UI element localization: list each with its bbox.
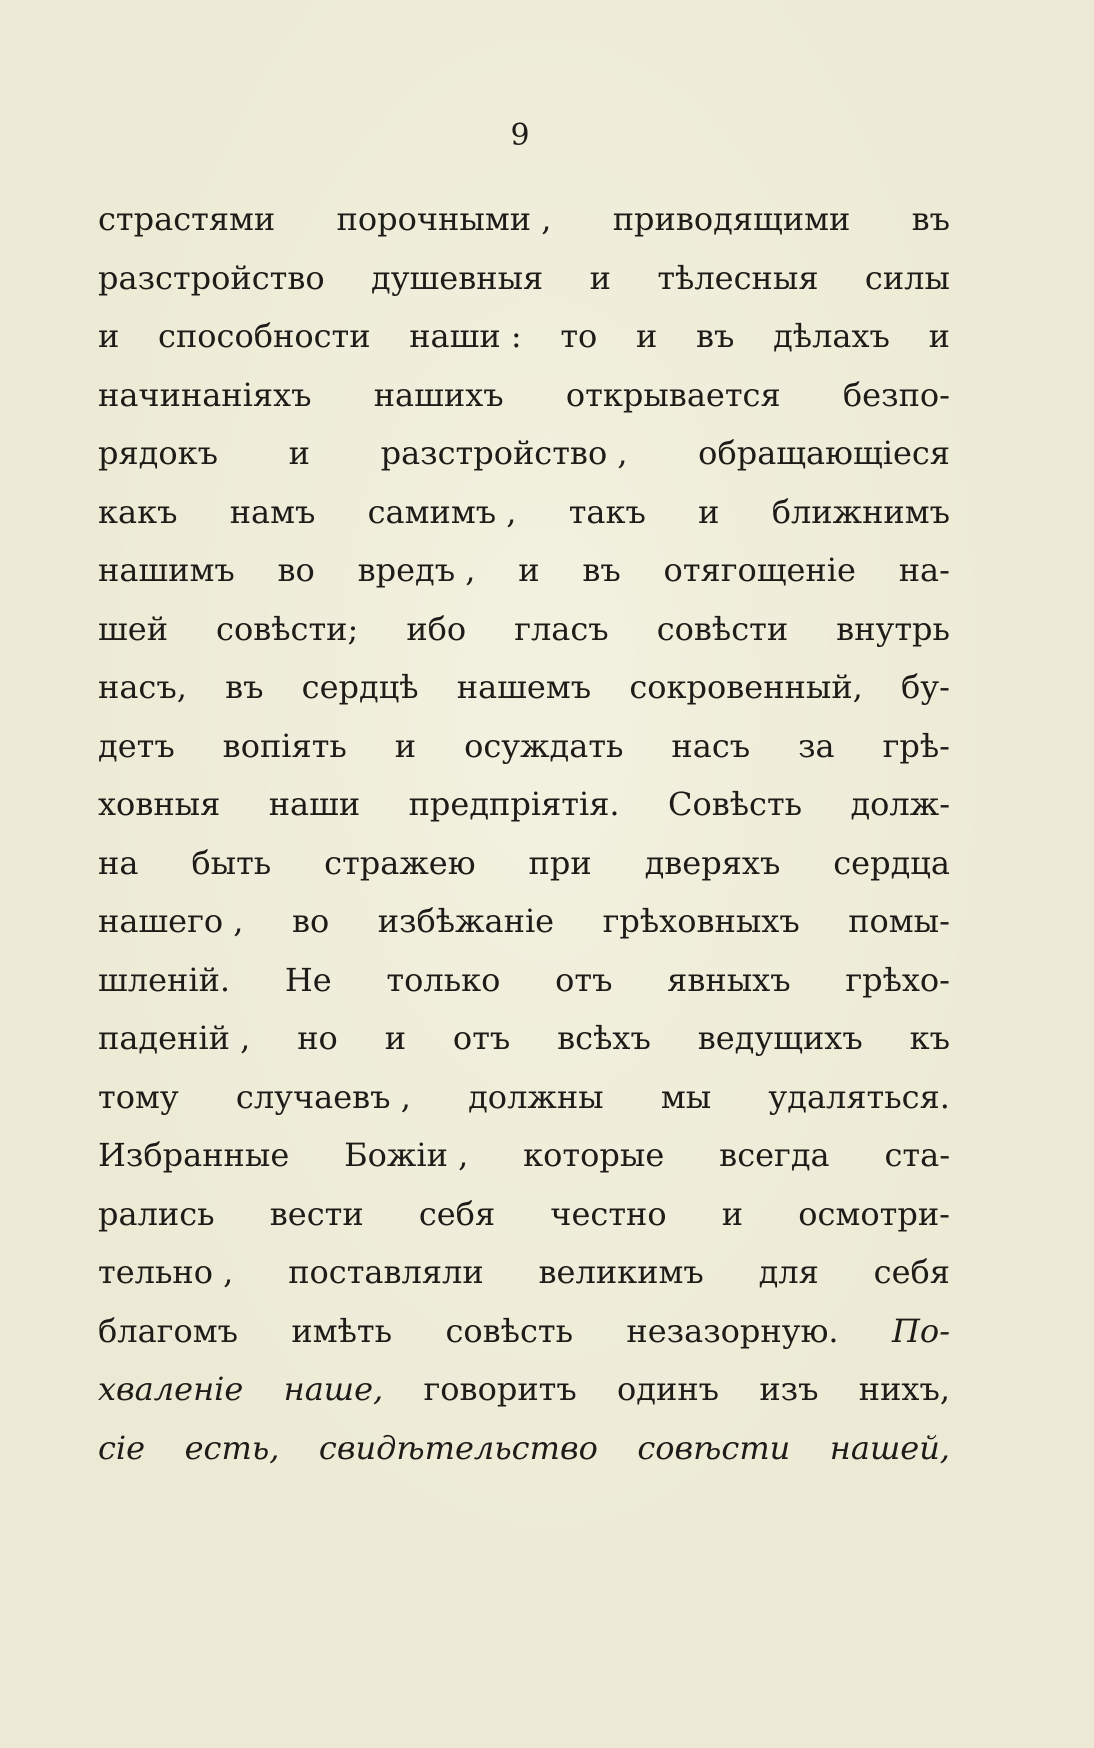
word: наше, (283, 1370, 384, 1408)
word: помы- (848, 902, 950, 940)
word: внутрь (836, 609, 950, 648)
word: какъ (98, 492, 178, 531)
word: приводящими (612, 200, 851, 238)
text-line (98, 1419, 950, 1478)
word: избѣжаніе (377, 902, 555, 940)
word: грѣхо- (845, 960, 950, 999)
word: и (98, 317, 120, 355)
word: Избранные (98, 1136, 290, 1174)
word: совѣсть (445, 1311, 573, 1350)
word: вопіять (222, 726, 347, 765)
word: гласъ (514, 609, 609, 648)
word: себя (418, 1194, 496, 1233)
word: при (528, 843, 592, 882)
text-line (98, 190, 950, 249)
text-line (98, 717, 950, 776)
word: намъ (229, 492, 316, 531)
word: и (288, 434, 310, 472)
word: незазорную. (626, 1311, 839, 1350)
word: сіе (98, 1428, 146, 1467)
word: и (518, 551, 540, 589)
word: отягощеніе (663, 551, 856, 589)
word: мы (660, 1077, 712, 1116)
text-line (98, 541, 950, 600)
word: детъ (98, 726, 175, 765)
word: совѣсти; (216, 609, 359, 648)
text-line (98, 658, 950, 717)
word: Не (284, 960, 332, 999)
word: быть (191, 843, 272, 882)
text-line (98, 1126, 950, 1185)
text-line (98, 307, 950, 366)
word: грѣховныхъ (602, 902, 800, 940)
word: себя (873, 1253, 950, 1291)
word: сокровенный, (629, 668, 863, 706)
word: только (386, 960, 501, 999)
word: въ (225, 668, 264, 706)
word: отъ (452, 1019, 511, 1057)
word: въ (582, 551, 621, 589)
word: наши (268, 785, 361, 823)
text-line (98, 1243, 950, 1302)
word: явныхъ (667, 960, 791, 999)
word: тѣлесныя (657, 258, 819, 297)
word: благомъ (98, 1311, 238, 1350)
word: великимъ (538, 1253, 704, 1291)
word: но (297, 1019, 338, 1057)
word: совѣсти (656, 609, 789, 648)
word: ведущихъ (697, 1019, 863, 1057)
word: шей (98, 609, 169, 648)
word: осмотри- (798, 1194, 950, 1233)
text-line (98, 834, 950, 893)
word: случаевъ , (235, 1077, 411, 1116)
word: сердцѣ (301, 668, 419, 706)
word: нихъ, (858, 1370, 950, 1408)
word: бу- (901, 668, 950, 706)
word: въ (696, 317, 735, 355)
word: тельно , (98, 1253, 234, 1291)
word: поставляли (288, 1253, 484, 1291)
text-line (98, 1068, 950, 1127)
word: свидѣтельство (318, 1428, 598, 1467)
word: на (98, 843, 139, 882)
word: которые (523, 1136, 665, 1174)
word: грѣ- (882, 726, 950, 765)
word: говоритъ (423, 1370, 577, 1408)
word: то (560, 317, 598, 355)
word: ста- (884, 1136, 950, 1174)
word: такъ (568, 492, 646, 531)
word: для (758, 1253, 819, 1291)
word: отъ (555, 960, 613, 999)
word: и (394, 726, 417, 765)
word: силы (864, 258, 950, 297)
word: и (698, 492, 720, 531)
word: самимъ , (367, 492, 517, 531)
word: нашей, (829, 1428, 950, 1467)
word: честно (550, 1194, 667, 1233)
text-line (98, 951, 950, 1010)
word: вредъ , (357, 551, 476, 589)
word: одинъ (617, 1370, 719, 1408)
word: ховныя (98, 785, 221, 823)
word: нашемъ (456, 668, 592, 706)
word: хваленіе (98, 1370, 244, 1408)
word: предпріятія. (408, 785, 620, 823)
word: рались (98, 1194, 215, 1233)
word: нашего , (98, 902, 244, 940)
word: ибо (406, 609, 467, 648)
word: открывается (565, 375, 781, 414)
word: совѣсти (637, 1428, 791, 1467)
word: есть, (184, 1428, 280, 1467)
word: и (384, 1019, 407, 1057)
word: изъ (759, 1370, 819, 1408)
word: безпо- (842, 375, 950, 414)
word: способности (158, 317, 371, 355)
word: осуждать (464, 726, 624, 765)
word: начинаніяхъ (98, 375, 312, 414)
word: дверяхъ (644, 843, 781, 882)
text-line (98, 424, 950, 483)
word: и (928, 317, 950, 355)
text-line (98, 1302, 950, 1361)
word: имѣть (291, 1311, 393, 1350)
word: дѣлахъ (773, 317, 890, 355)
word: наши : (409, 317, 522, 355)
body-text (98, 190, 950, 1477)
word: всѣхъ (557, 1019, 651, 1057)
word: насъ (671, 726, 751, 765)
word: рядокъ (98, 434, 218, 472)
word: во (291, 902, 330, 940)
word: во (277, 551, 315, 589)
word: и (636, 317, 658, 355)
word: душевныя (371, 258, 544, 297)
word: нашихъ (373, 375, 504, 414)
word: должны (468, 1077, 604, 1116)
word: насъ, (98, 668, 187, 706)
word: разстройство (98, 258, 325, 297)
text-line (98, 366, 950, 425)
text-line (98, 775, 950, 834)
word: удаляться. (768, 1077, 950, 1116)
word: обращающіеся (698, 434, 950, 472)
word: Совѣсть (667, 785, 803, 823)
word: разстройство , (380, 434, 628, 472)
text-line (98, 600, 950, 659)
text-line (98, 249, 950, 308)
word: нашимъ (98, 551, 235, 589)
text-line (98, 892, 950, 951)
word: долж- (850, 785, 950, 823)
word: всегда (719, 1136, 830, 1174)
word: По- (892, 1311, 950, 1350)
word: тому (98, 1077, 179, 1116)
word: сердца (833, 843, 950, 882)
text-line (98, 1185, 950, 1244)
word: за (798, 726, 835, 765)
text-line (98, 1360, 950, 1419)
word: порочными , (336, 200, 552, 238)
word: и (589, 258, 611, 297)
word: въ (911, 200, 950, 238)
word: ближнимъ (771, 492, 950, 531)
word: и (721, 1194, 744, 1233)
word: Божіи , (344, 1136, 469, 1174)
word: паденій , (98, 1019, 251, 1057)
word: вести (269, 1194, 364, 1233)
page-number: 9 (510, 118, 530, 153)
word: къ (909, 1019, 950, 1057)
word: страстями (98, 200, 276, 238)
word: стражею (324, 843, 476, 882)
text-line (98, 483, 950, 542)
word: шленій. (98, 960, 231, 999)
text-line (98, 1009, 950, 1068)
word: на- (898, 551, 950, 589)
